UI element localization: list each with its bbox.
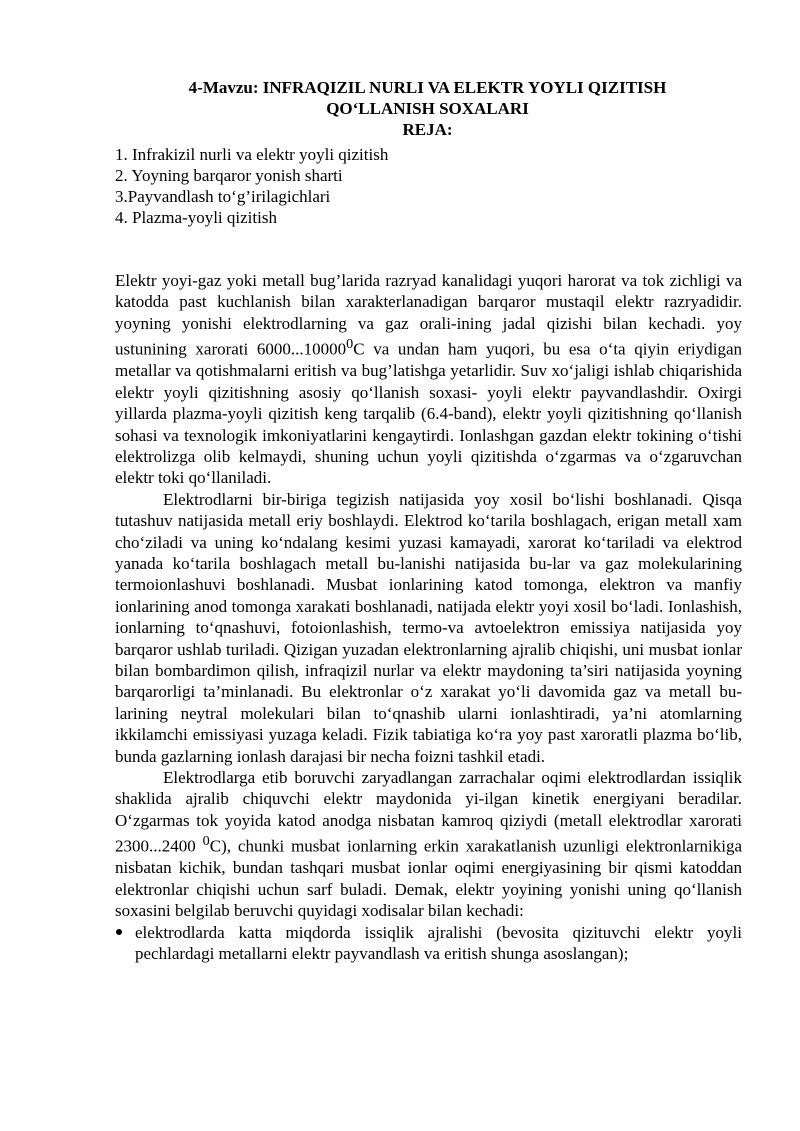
title-line-1: 4-Mavzu: INFRAQIZIL NURLI VA ELEKTR YOYLI QIZITISH: [188, 78, 667, 97]
paragraph-3-text-b: C), chunki musbat ionlarning erkin xarakatlanish uzunligi elektronlarnikiga nisbatan kichik, bundan tashqari musbat ionlar oqimi energiyasining bir qismi katoddan elektronlar chiqishi uchun sarf buladi. Demak, elektr yoyining yonishi uning qo‘llanish soxasini belgilab beruvchi quyidagi xodisalar bilan kechadi:: [115, 836, 743, 921]
body-text: [115, 270, 742, 964]
paragraph-3-text-a: Elektrodlarga etib boruvchi zaryadlangan zarrachalar oqimi elektrodlardan issiqlik shaklida ajralib chiquvchi elektr maydonida yi-ilgan kinetik energiyani beradilar. O‘zgarmas tok yoyida katod anodga nisbatan kamroq qiziydi (metall elektrodlar xarorati 2300...2400: [115, 768, 742, 856]
page-title: [115, 77, 740, 140]
reja-heading: REJA:: [402, 120, 453, 139]
paragraph-2: Elektrodlarni bir-biriga tegizish natijasida yoy xosil bo‘lishi boshlanadi. Qisqa tutashuv natijasida metall eriy boshlaydi. Elektrod ko‘tarila boshlagach, erigan metall xam cho‘ziladi va uning ko‘ndalang kesimi yuzasi kamayadi, xarorat ko‘tariladi va elektrod yanada ko‘tarila boshlagach metall bu-lanishi natijasida bu-lar va gaz molekularining termoionlashuvi boshlanadi. Musbat ionlarining katod tomonga, elektron va manfiy ionlarining anod tomonga xarakati boshlanadi, natijada elektr yoyi xosil bo‘ladi. Ionlashish, ionlarning to‘qnashuvi, fotoionlashish, termo-va avtoelektron emissiya natijasida yoy barqaror ushlab turiladi. Qizigan yuzadan elektronlarning ajralib chiqishi, uni musbat ionlar bilan bombardimon qilish, infraqizil nurlar va elektr maydoning ta’siri natijasida yoyning barqarorligi ta’minlanadi. Bu elektronlar o‘z xarakat yo‘li davomida gaz va metall bu-larining neytral molekulari bilan to‘qnashib ularni ionlashtiradi, ya’ni atomlarning ikkilamchi emissiyasi yuzaga keladi. Fizik tabiatiga ko‘ra yoy past xaroratli plazma bo‘lib, bunda gazlarning ionlash darajasi bir necha foizni tashkil etadi.: [115, 489, 742, 766]
paragraph-1-text-a: Elektr yoyi-gaz yoki metall bug’larida razryad kanalidagi yuqori harorat va tok zichligi va katodda past kuchlanish bilan xarakterlanadigan barqaror mustaqil elektr razryadidir. yoyning yonishi elektrodlarning va gaz orali-ining jadal qizishi bilan kechadi. yoy ustunining xarorati 6000...10000: [115, 271, 742, 359]
degree-superscript: 0: [202, 833, 210, 850]
degree-superscript: 0: [346, 336, 354, 353]
plan-item: 1. Infrakizil nurli va elektr yoyli qizitish: [115, 145, 389, 164]
plan-item: 2. Yoyning barqaror yonish sharti: [115, 166, 343, 185]
paragraph-3: [115, 767, 742, 922]
plan-item: 4. Plazma-yoyli qizitish: [115, 208, 277, 227]
title-line-2: QO‘LLANISH SOXALARI: [326, 99, 529, 118]
paragraph-1: [115, 270, 742, 489]
bullet-dot-icon: [116, 929, 122, 935]
bullet-item-text: elektrodlarda katta miqdorda issiqlik ajralishi (bevosita qizituvchi elektr yoyli pechlardagi metallarni elektr payvandlash va eritish shunga asoslangan);: [135, 922, 742, 963]
bullet-list: [115, 922, 742, 965]
paragraph-1-text-b: C va undan ham yuqori, bu esa o‘ta qiyin eriydigan metallar va qotishmalarni eritish va bug’latishga yetarlidir. Suv xo‘jaligi ishlab chiqarishida elektr yoyli qizitishning asosiy qo‘llanish soxasi- yoyli elektr payvandlashdir. Oxirgi yillarda plazma-yoyli qizitish keng tarqalib (6.4-band), elektr yoyli qizitishning qo‘llanish sohasi va texnologik imkoniyatlarini kengaytirdi. Ionlashgan gazdan elektr tokining o‘tishi elektrolizga olib kelmaydi, shuning uchun yoyli qizitishda o‘zgarmas va o‘zgaruvchan elektr toki qo‘llaniladi.: [115, 339, 742, 488]
bullet-item: [115, 922, 742, 965]
plan-list: [115, 144, 388, 228]
plan-item: 3.Payvandlash to‘g’irilagichlari: [115, 187, 331, 206]
